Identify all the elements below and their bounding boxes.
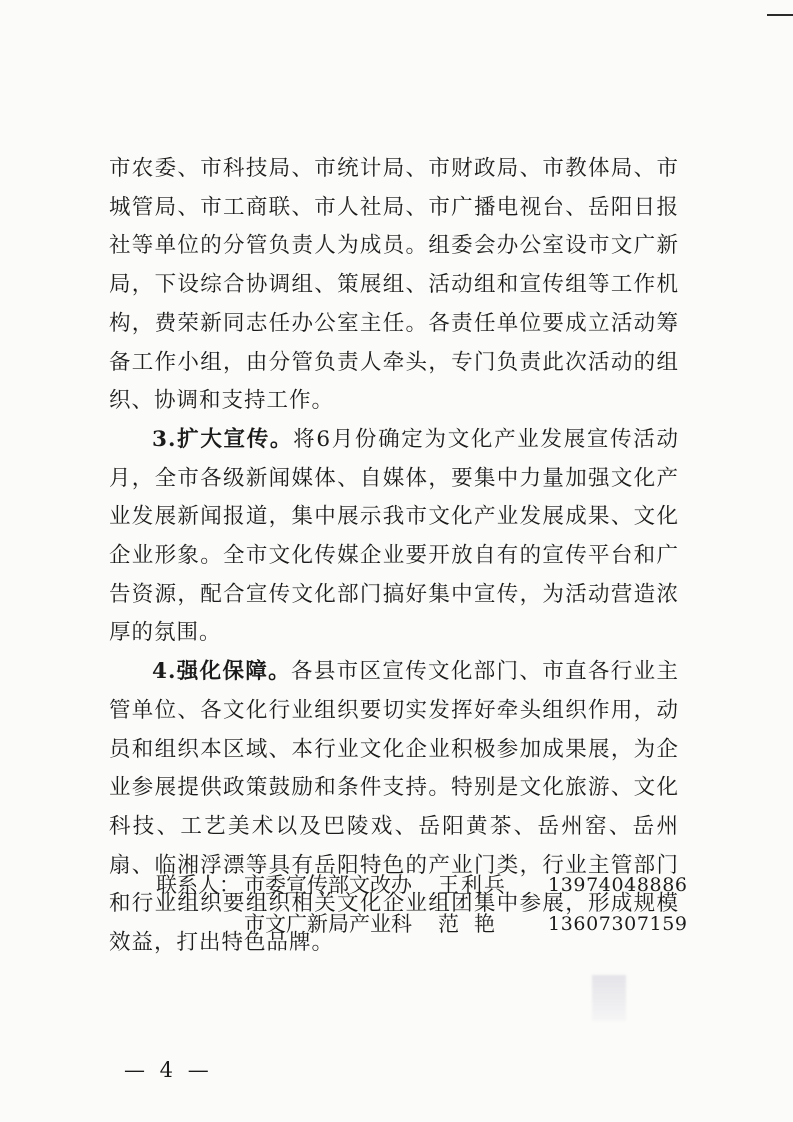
contact-phone: 13974048886: [548, 874, 688, 896]
heading-strengthen-guarantee: 4.强化保障。: [152, 659, 291, 685]
page-number: — 4 —: [124, 1058, 213, 1082]
corner-mark: [767, 14, 793, 16]
document-body: [109, 150, 679, 963]
text-strengthen-guarantee: 各县市区宣传文化部门、市直各行业主管单位、各文化行业组织要切实发挥好牵头组织作用，动员和组织本区域、本行业文化企业积极参加成果展，为企业参展提供政策鼓励和条件支持。特别是文化旅游、文化科技、工艺美术以及巴陵戏、岳阳黄茶、岳州窑、岳州扇、临湘浮漂等具有岳阳特色的产业门类，行业主管部门和行业组织要组织相关文化企业组团集中参展，形成规模效益，打出特色品牌。: [109, 659, 679, 956]
contact-label: 联系人：: [156, 873, 240, 897]
heading-expand-publicity: 3.扩大宣传。: [152, 426, 294, 452]
contact-organization: 市委宣传部文改办: [244, 873, 412, 897]
contact-row: [156, 905, 696, 944]
contact-organization: 市文广新局产业科: [244, 911, 412, 936]
contact-phone: 13607307159: [548, 912, 688, 935]
contact-row: [156, 866, 696, 905]
contact-name: 范艳: [438, 911, 510, 936]
text-expand-publicity: 将6月份确定为文化产业发展宣传活动月，全市各级新闻媒体、自媒体，要集中力量加强文化产业发展新闻报道，集中展示我市文化产业发展成果、文化企业形象。全市文化传媒企业要开放自有的宣传平台和广告资源，配合宣传文化部门搞好集中宣传，为活动营造浓厚的氛围。: [109, 426, 679, 646]
paragraph-expand-publicity: [109, 421, 679, 653]
contact-name: 王利兵: [438, 873, 507, 897]
paragraph-organizing-committee: 市农委、市科技局、市统计局、市财政局、市教体局、市城管局、市工商联、市人社局、市广播电视台、岳阳日报社等单位的分管负责人为成员。组委会办公室设市文广新局，下设综合协调组、策展组、活动组和宣传组等工作机构，费荣新同志任办公室主任。各责任单位要成立活动筹备工作小组，由分管负责人牵头，专门负责此次活动的组织、协调和支持工作。: [109, 156, 679, 414]
stamp-shadow: [592, 975, 626, 1021]
contact-list: [156, 866, 696, 943]
